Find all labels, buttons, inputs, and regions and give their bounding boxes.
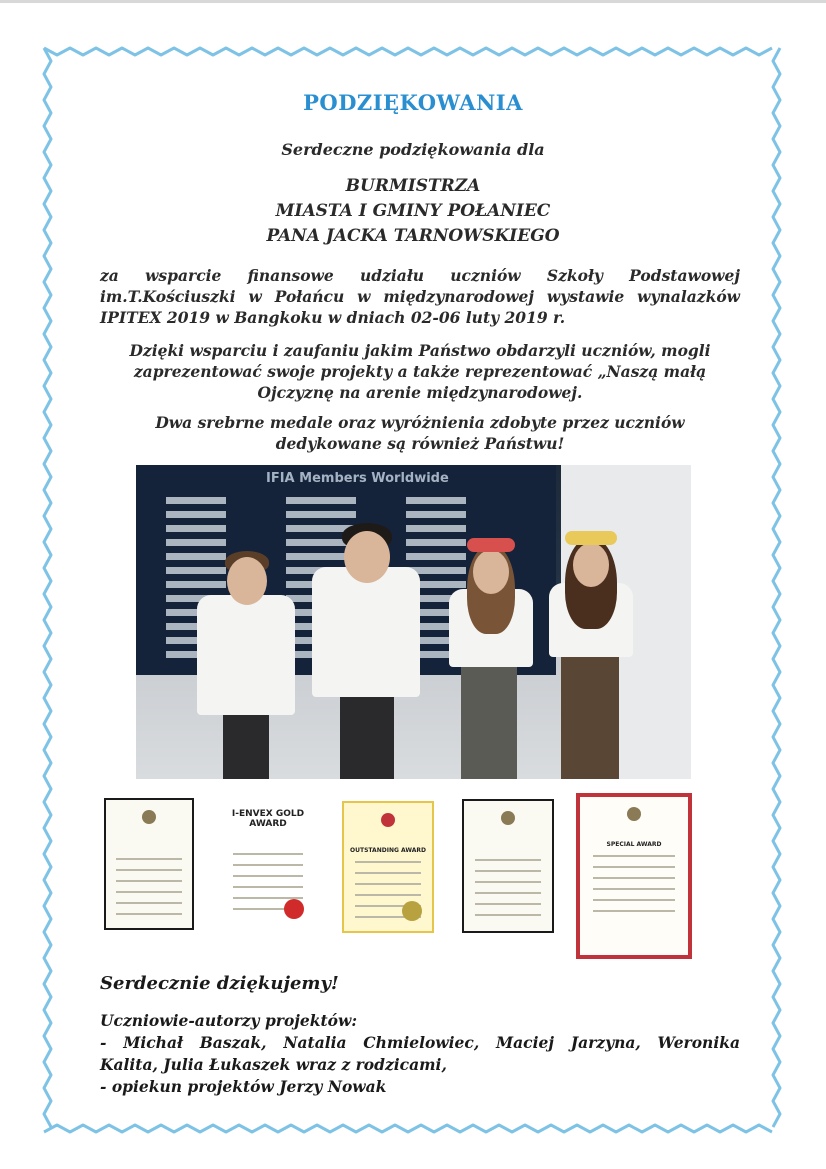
certificate-text-line: [116, 891, 181, 893]
certificate-heading: SPECIAL AWARD: [606, 841, 662, 848]
certificate-text-line: [355, 883, 422, 885]
certificate-heading: OUTSTANDING AWARD: [350, 847, 426, 854]
certificate-seal: [627, 807, 641, 821]
certificate-text-line: [593, 866, 675, 868]
document-title: PODZIĘKOWANIA: [303, 90, 523, 115]
paragraph-medals: Dwa srebrne medale oraz wyróżnienia zdobyte przez uczniów dedykowane są również Państwu!: [155, 413, 685, 453]
certificate-text-line: [233, 875, 303, 877]
certificate-text-line: [475, 892, 542, 894]
closing-thanks: Serdecznie dziękujemy!: [100, 973, 339, 994]
certificate-heading: I-ENVEX GOLD AWARD: [231, 809, 305, 829]
certificate-text-line: [116, 880, 181, 882]
certificate-text-line: [475, 870, 542, 872]
certificate-text-line: [593, 877, 675, 879]
award-certificate: [342, 801, 434, 933]
student-1: [191, 549, 301, 779]
flag-row: [166, 497, 226, 504]
authors-heading: Uczniowie-autorzy projektów:: [100, 1011, 358, 1030]
certificate-text-line: [355, 894, 422, 896]
certificate-text-line: [116, 902, 181, 904]
flag-row: [166, 539, 226, 546]
paragraph-support: za wsparcie finansowe udziału uczniów Szkoły Podstawowej im.T.Kościuszki w Połańcu w międzynarodowej wystawie wynalazków IPITEX 2019 w Bangkoku w dniach 02-06 luty 2019 r.: [100, 266, 740, 327]
student-2: [306, 519, 426, 779]
banner-text: IFIA Members Worldwide: [266, 471, 449, 486]
flag-row: [166, 511, 226, 518]
certificate-seal: [142, 810, 156, 824]
certificate-text-line: [475, 903, 542, 905]
flag-row: [286, 497, 356, 504]
page-edge: [0, 0, 826, 3]
recipient-line: MIASTA I GMINY POŁANIEC: [275, 201, 551, 221]
border-zigzag: [773, 48, 780, 1127]
paragraph-trust: Dzięki wsparciu i zaufaniu jakim Państwo obdarzyli uczniów, mogli zaprezentować swoje projekty a także reprezentować „Naszą małą Ojczyznę na arenie międzynarodowej.: [129, 341, 711, 402]
certificate-text-line: [116, 913, 181, 915]
border-zigzag: [44, 1125, 772, 1132]
certificate-text-line: [475, 914, 542, 916]
flag-row: [406, 497, 466, 504]
certificate-text-line: [475, 881, 542, 883]
certificate-text-line: [593, 899, 675, 901]
group-photo: [136, 465, 691, 779]
certificate-text-line: [593, 855, 675, 857]
certificate-text-line: [116, 869, 181, 871]
certificate-text-line: [355, 872, 422, 874]
certificate-text-line: [593, 888, 675, 890]
certificate-stamp: [402, 901, 422, 921]
certificate-seal: [381, 813, 395, 827]
recipient-line: BURMISTRZA: [345, 176, 481, 196]
certificate-text-line: [116, 858, 181, 860]
subtitle: Serdeczne podziękowania dla: [281, 140, 545, 159]
flag-row: [406, 511, 466, 518]
certificate-text-line: [593, 910, 675, 912]
certificate-text-line: [233, 886, 303, 888]
authors-block: [100, 1010, 740, 1098]
student-4: [541, 527, 641, 779]
award-certificate: [220, 793, 316, 931]
award-certificates: [100, 793, 740, 963]
student-3: [441, 534, 541, 779]
certificate-stamp: [284, 899, 304, 919]
authors-line: - opiekun projektów Jerzy Nowak: [100, 1077, 387, 1096]
certificate-text-line: [475, 859, 542, 861]
flag-row: [286, 511, 356, 518]
certificate-text-line: [233, 853, 303, 855]
award-certificate: [462, 799, 554, 933]
certificate-text-line: [355, 861, 422, 863]
authors-line: - Michał Baszak, Natalia Chmielowiec, Maciej Jarzyna, Weronika: [100, 1033, 740, 1052]
certificate-text-line: [233, 864, 303, 866]
recipient-block: [60, 174, 766, 249]
award-certificate: [576, 793, 692, 959]
certificate-seal: [501, 811, 515, 825]
border-zigzag: [44, 48, 51, 1127]
authors-line: Kalita, Julia Łukaszek wraz z rodzicami,: [100, 1055, 447, 1074]
border-zigzag: [44, 48, 772, 55]
award-certificate: [104, 798, 194, 930]
flag-row: [166, 525, 226, 532]
recipient-line: PANA JACKA TARNOWSKIEGO: [266, 226, 560, 246]
